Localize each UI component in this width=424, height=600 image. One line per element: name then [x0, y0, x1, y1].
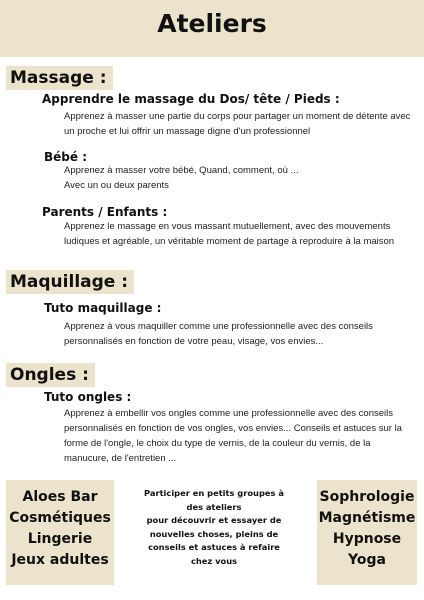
ongles-text-line3: forme de l'ongle, le choix du type de vernis, de la couleur du vernis, de la	[64, 438, 371, 449]
right-box-item: Yoga	[348, 552, 386, 568]
left-box-item: Aloes Bar	[22, 489, 98, 505]
bebe-text-line1: Apprenez à masser votre bébé, Quand, comment, où ...	[64, 165, 299, 176]
maquillage-text-line1: Apprenez à vous maquiller comme une professionnelle avec des conseils	[64, 321, 373, 332]
right-box-item: Hypnose	[332, 531, 402, 547]
center-line: conseils et astuces à refaire	[148, 542, 280, 552]
ongles-text-line1: Apprenez à embellir vos ongles comme une professionnelle avec des conseils	[64, 408, 393, 419]
left-services-box	[6, 480, 114, 585]
parents-text-line1: Apprenez le massage en vous massant mutuellement, avec des mouvements	[64, 221, 391, 232]
parents-text-line2: ludiques et agréable, un véritable moment de partage à reproduire à la maison	[64, 236, 395, 247]
bebe-title: Bébé :	[44, 150, 87, 164]
parents-title: Parents / Enfants :	[42, 205, 168, 219]
center-line: nouvelles choses, pleins de	[149, 528, 279, 539]
ongles-text-line2: personnalisés en fonction de vos ongles, vos envies... Conseils et astuces sur la	[64, 423, 402, 434]
right-box-item: Magnétisme	[318, 510, 416, 526]
massage-text-line1: Apprenez à masser une partie du corps pour partager un moment de détente avec	[64, 111, 411, 122]
section-maquillage-label: Maquillage :	[6, 270, 134, 294]
left-box-item: Lingerie	[27, 531, 93, 547]
page-title: Ateliers	[157, 9, 267, 38]
left-box-item: Cosmétiques	[9, 510, 111, 526]
ongles-subtitle: Tuto ongles :	[44, 390, 132, 404]
section-ongles-label: Ongles :	[6, 363, 95, 387]
center-line: des ateliers	[186, 501, 242, 512]
center-line: Participer en petits groupes à	[144, 488, 284, 498]
bebe-text-line2: Avec un ou deux parents	[64, 180, 169, 191]
center-line: chez vous	[190, 555, 238, 566]
center-description	[133, 487, 295, 568]
right-services-box	[317, 480, 417, 585]
center-line: pour découvrir et essayer de	[146, 515, 282, 525]
massage-subtitle: Apprendre le massage du Dos/ tête / Pieds :	[42, 92, 340, 106]
maquillage-text-line2: personnalisés en fonction de votre peau, visage, vos envies...	[64, 336, 324, 347]
maquillage-subtitle: Tuto maquillage :	[44, 301, 162, 315]
left-box-item: Jeux adultes	[11, 552, 109, 568]
right-box-item: Sophrologie	[319, 489, 415, 505]
section-massage-label: Massage :	[6, 66, 113, 90]
ongles-text-line4: manucure, de l'entretien ...	[64, 453, 177, 464]
massage-text-line2: un proche et lui offrir un massage digne d'un professionnel	[64, 126, 311, 137]
